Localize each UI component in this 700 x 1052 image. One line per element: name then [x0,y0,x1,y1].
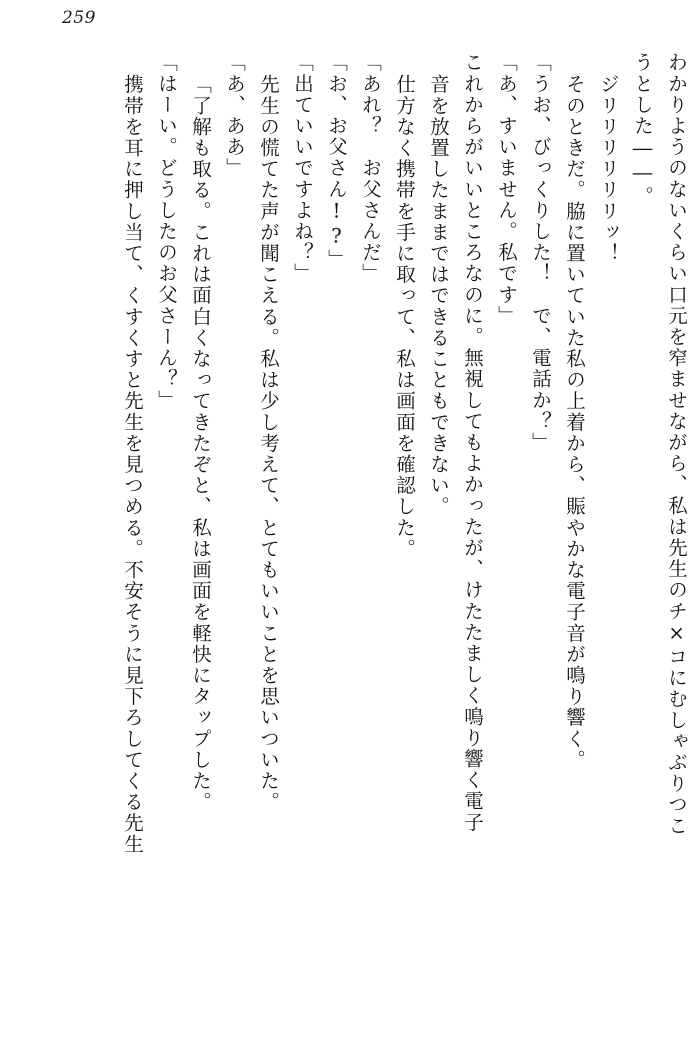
page-number: 259 [62,8,96,28]
text-line: これからがいいところなのに。無視してもよかったが、けたたましく鳴り響く電子 [461,52,484,833]
text-line: うとした――。 [631,52,654,207]
text-line: 「あれ？ お父さんだ」 [359,52,382,285]
text-line: わかりようのないくらい口元を窄ませながら、私は先生のチ×コにむしゃぶりつこ [665,52,688,837]
text-line: 先生の慌てた声が聞こえる。私は少し考えて、とてもいいことを思いついた。 [257,74,280,813]
vertical-text-body [18,52,686,1040]
text-line: 「うお、びっくりした！ で、電話か？」 [529,52,552,453]
text-line: ジリリリリリリッ！ [597,74,620,264]
text-line: 音を放置したままではできることもできない。 [427,74,450,518]
text-line: 「お、お父さん!?」 [325,52,348,270]
text-line: 「あ、ああ」 [223,52,246,179]
text-line: 「はーい。どうしたのお父さーん？」 [155,52,178,411]
text-line: そのときだ。脇に置いていた私の上着から、賑やかな電子音が鳴り響く。 [563,74,586,771]
text-line: 仕方なく携帯を手に取って、私は画面を確認した。 [393,74,416,560]
text-line: 「あ、すいません。私です」 [495,52,518,327]
text-line: 携帯を耳に押し当て、くすくすと先生を見つめる。不安そうに見下ろしてくる先生 [121,74,144,855]
text-line: 「出ていいですよね？」 [291,52,314,285]
text-line: 「了解も取る。これは面白くなってきたぞと、私は画面を軽快にタップした。 [189,74,212,813]
